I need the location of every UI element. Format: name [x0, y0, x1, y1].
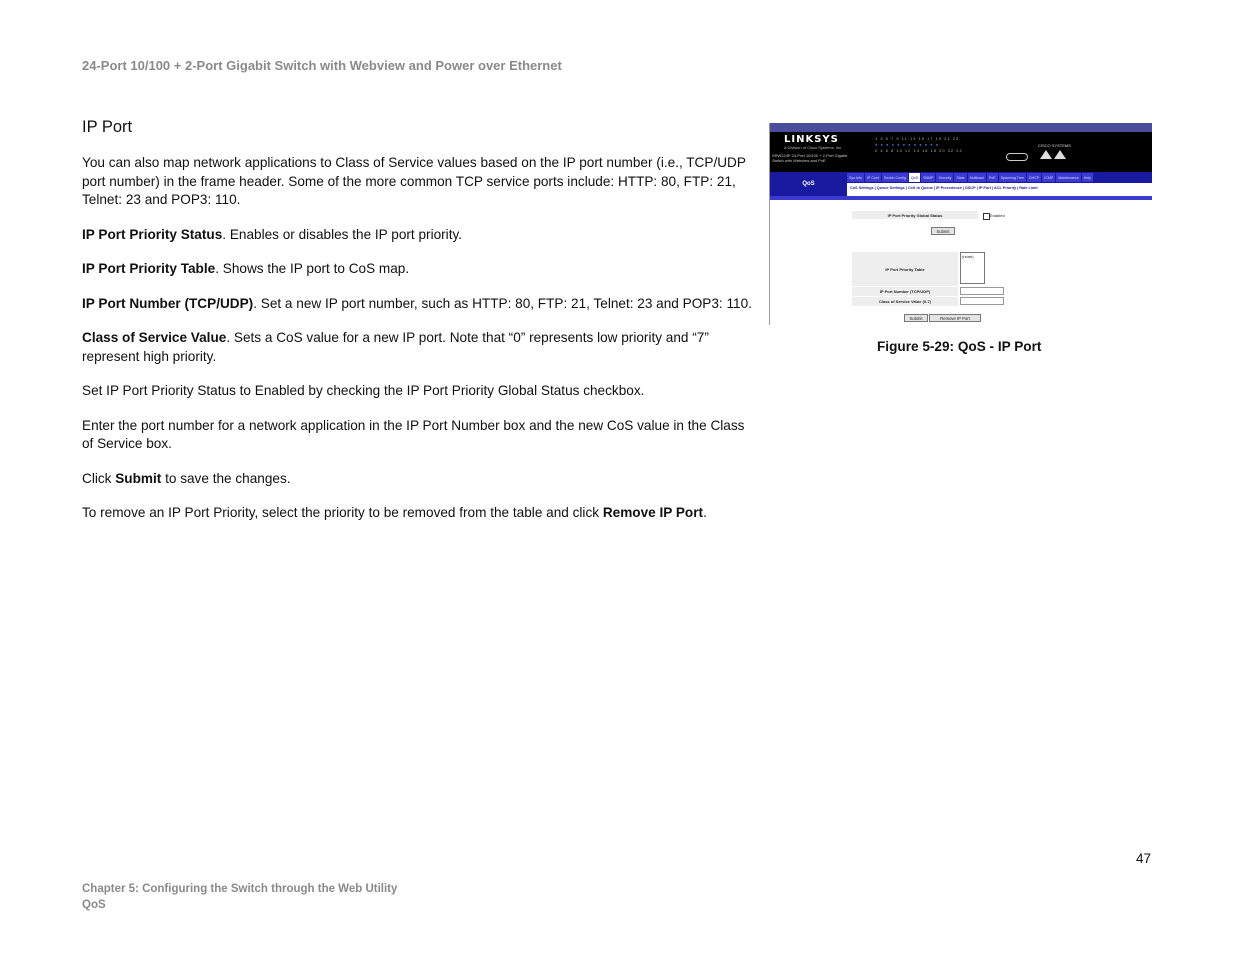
intro-paragraph: You can also map network applications to Class of Service values based on the IP port number (i.e., TCP/UDP port number) in the frame header. Some of the more common TCP service ports include: HTTP: 80, FTP: 21, Telnet: 23 and POP3: 110. — [82, 155, 746, 207]
description: . Sets a CoS value for a new IP port. Note that “0” represents low priority and “7” represent high priority. — [82, 330, 709, 364]
priority-table-label: IP Port Priority Table — [852, 252, 958, 286]
submit-paragraph — [82, 470, 758, 489]
definition-ip-port-priority-status — [82, 226, 758, 245]
port-status-panel — [875, 136, 963, 154]
screenshot-tab: IP Conf — [865, 173, 881, 182]
screenshot-tab: Sys Info — [847, 173, 864, 182]
port-row-top: 1 3 5 7 9 11 13 15 17 19 21 23 — [875, 136, 960, 141]
footer-chapter: Chapter 5: Configuring the Switch through the Web Utility — [82, 883, 398, 895]
submit-button-bottom: Submit — [904, 314, 928, 322]
figure-caption: Figure 5-29: QoS - IP Port — [877, 339, 1042, 354]
screenshot-tab: Spanning Tree — [999, 173, 1026, 182]
remove-ip-port-button: Remove IP Port — [929, 314, 981, 322]
screenshot-tab: DHCP — [1027, 173, 1041, 182]
enter-paragraph: Enter the port number for a network application in the IP Port Number box and the new CoS value in the Class of Service box. — [82, 417, 745, 451]
screenshot-tab: Help — [1082, 173, 1093, 182]
cos-value-label: Class of Service Value (0-7) — [852, 297, 958, 306]
section-label: QoS — [770, 172, 847, 196]
priority-table-list: (none) — [960, 252, 985, 284]
screenshot-tab: PoE — [987, 173, 998, 182]
bridge-icon — [1040, 150, 1052, 159]
screenshot-divider — [770, 196, 1152, 200]
description: . Shows the IP port to CoS map. — [215, 261, 410, 276]
text: to save the changes. — [161, 470, 291, 486]
body-text — [82, 154, 758, 523]
screenshot-tab: SNMP — [921, 173, 935, 182]
term: Class of Service Value — [82, 330, 227, 345]
text: Click — [82, 470, 116, 486]
port-number-label: IP Port Number (TCP/UDP) — [852, 287, 958, 296]
port-number-input — [960, 287, 1004, 295]
definition-class-of-service-value — [82, 329, 758, 366]
screenshot-tab-bar — [847, 172, 1152, 183]
console-port-icon — [1006, 153, 1028, 161]
description: . Set a new IP port number, such as HTTP: 80, FTP: 21, Telnet: 23 and POP3: 110. — [253, 295, 752, 311]
global-status-label: IP Port Priority Global Status — [852, 211, 978, 219]
screenshot-tab: QoS — [909, 173, 920, 182]
screenshot-tab: Switch Config — [882, 173, 908, 182]
port-row-bottom: 2 4 6 8 10 12 14 16 18 20 22 24 — [875, 148, 963, 153]
screenshot-tab: ICMP — [1042, 173, 1055, 182]
term: IP Port Priority Table — [82, 261, 216, 276]
screenshot-tab: Stats — [954, 173, 966, 182]
footer-section: QoS — [82, 899, 106, 911]
product-name: SRW224P 24-Port 10/100 + 2-Port Gigabit Switch with Webview and PoE — [772, 153, 848, 163]
running-header: 24-Port 10/100 + 2-Port Gigabit Switch with Webview and Power over Ethernet — [82, 58, 562, 73]
linksys-logo: LINKSYS — [784, 134, 839, 145]
definition-ip-port-number — [82, 295, 758, 314]
page-footer — [82, 881, 397, 913]
logo-subtitle: A Division of Cisco Systems, Inc. — [784, 145, 843, 150]
enabled-checkbox — [983, 213, 990, 220]
remove-paragraph — [82, 504, 758, 523]
screenshot-tab: Multicast — [968, 173, 986, 182]
screenshot-subnav: CoS Settings | Queue Settings | CoS to Queue | IP Precedence | DSCP | IP Port | ACL Priority | Rate Limit — [847, 183, 1152, 196]
screenshot-tab: Maintenance — [1056, 173, 1081, 182]
description: . Enables or disables the IP port priority. — [222, 226, 463, 242]
port-leds: ● ● ● ● ● ● ● ● ● ● ● ● — [875, 142, 940, 147]
cisco-logo: CISCO SYSTEMS — [1038, 143, 1071, 148]
cos-value-input — [960, 297, 1004, 305]
enable-paragraph: Set IP Port Priority Status to Enabled by checking the IP Port Priority Global Status checkbox. — [82, 383, 645, 398]
enabled-label: Enabled — [990, 213, 1005, 218]
figure-screenshot — [769, 123, 1152, 325]
screenshot-top-bar — [770, 123, 1152, 132]
definition-ip-port-priority-table — [82, 260, 758, 279]
submit-command: Submit — [115, 470, 162, 486]
term: IP Port Priority Status — [82, 226, 223, 242]
section-title: IP Port — [82, 118, 133, 136]
text: To remove an IP Port Priority, select the priority to be removed from the table and click — [82, 505, 603, 520]
bridge-icon — [1054, 150, 1066, 159]
submit-button-top: Submit — [931, 227, 955, 235]
text: . — [703, 505, 707, 520]
screenshot-tab: Security — [936, 173, 953, 182]
remove-ip-port-command: Remove IP Port — [602, 505, 704, 520]
page-number: 47 — [1136, 851, 1152, 866]
term: IP Port Number (TCP/UDP) — [82, 295, 254, 311]
